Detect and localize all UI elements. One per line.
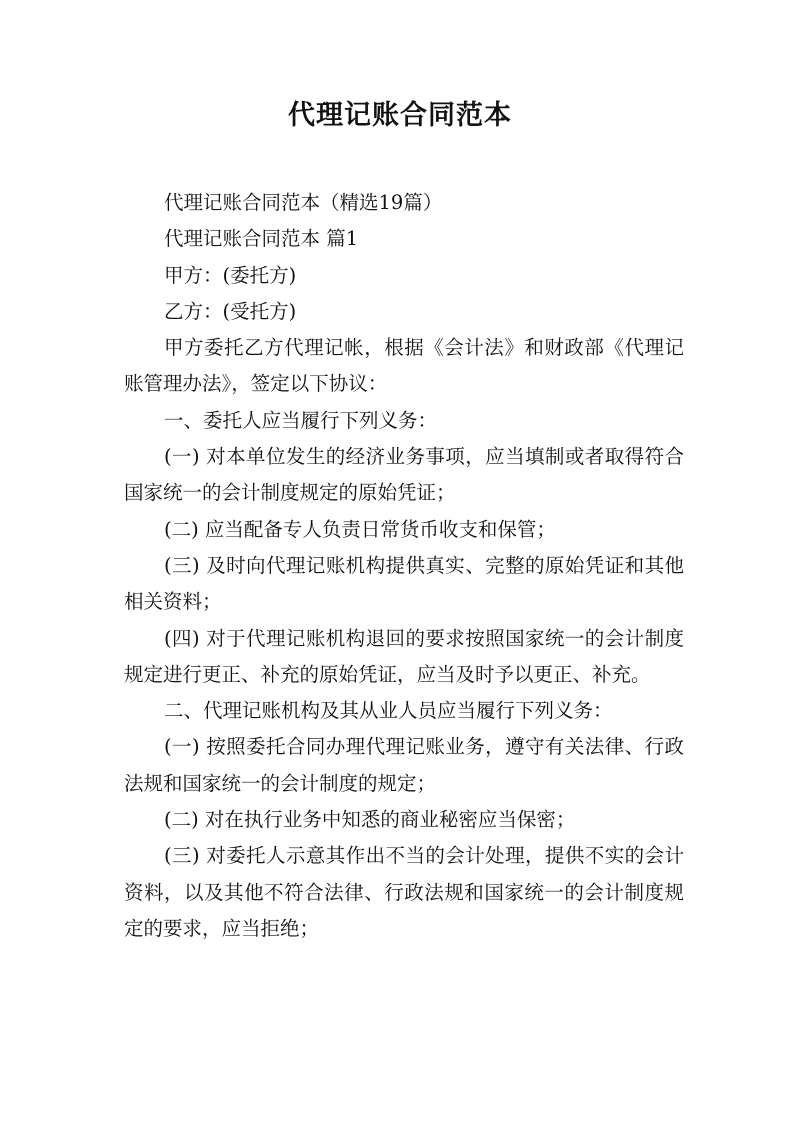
paragraph-subtitle: 代理记账合同范本（精选19篇） [164,191,443,214]
paragraph-agency-obligations-heading: 二、代理记账机构及其从业人员应当履行下列义务： [164,699,613,723]
paragraph-party-a: 甲方：(委托方) [164,263,297,287]
paragraph-client-obligation-1: (一) 对本单位发生的经济业务事项，应当填制或者取得符合国家统一的会计制度规定的原始凭证； [124,445,684,505]
paragraph-agency-obligation-3: (三) 对委托人示意其作出不当的会计处理，提供不实的会计资料，以及其他不符合法律、行政法规和国家统一的会计制度规定的要求，应当拒绝； [124,844,684,940]
paragraph-client-obligation-4: (四) 对于代理记账机构退回的要求按照国家统一的会计制度规定进行更正、补充的原始凭证，应当及时予以更正、补充。 [124,626,684,686]
paragraph-agreement-intro: 甲方委托乙方代理记帐，根据《会计法》和财政部《代理记账管理办法》，签定以下协议： [124,336,684,396]
paragraph-section-heading: 代理记账合同范本 篇1 [164,227,359,251]
paragraph-client-obligations-heading: 一、委托人应当履行下列义务： [164,408,438,432]
paragraph-agency-obligation-2: (二) 对在执行业务中知悉的商业秘密应当保密； [164,808,576,832]
paragraph-client-obligation-3: (三) 及时向代理记账机构提供真实、完整的原始凭证和其他相关资料； [124,553,684,614]
document-body [124,185,684,947]
document-title: 代理记账合同范本 [288,100,512,131]
paragraph-agency-obligation-1: (一) 按照委托合同办理代理记账业务，遵守有关法律、行政法规和国家统一的会计制度的规定； [124,735,684,795]
paragraph-client-obligation-2: (二) 应当配备专人负责日常货币收支和保管； [164,517,556,541]
paragraph-party-b: 乙方：(受托方) [164,299,297,323]
